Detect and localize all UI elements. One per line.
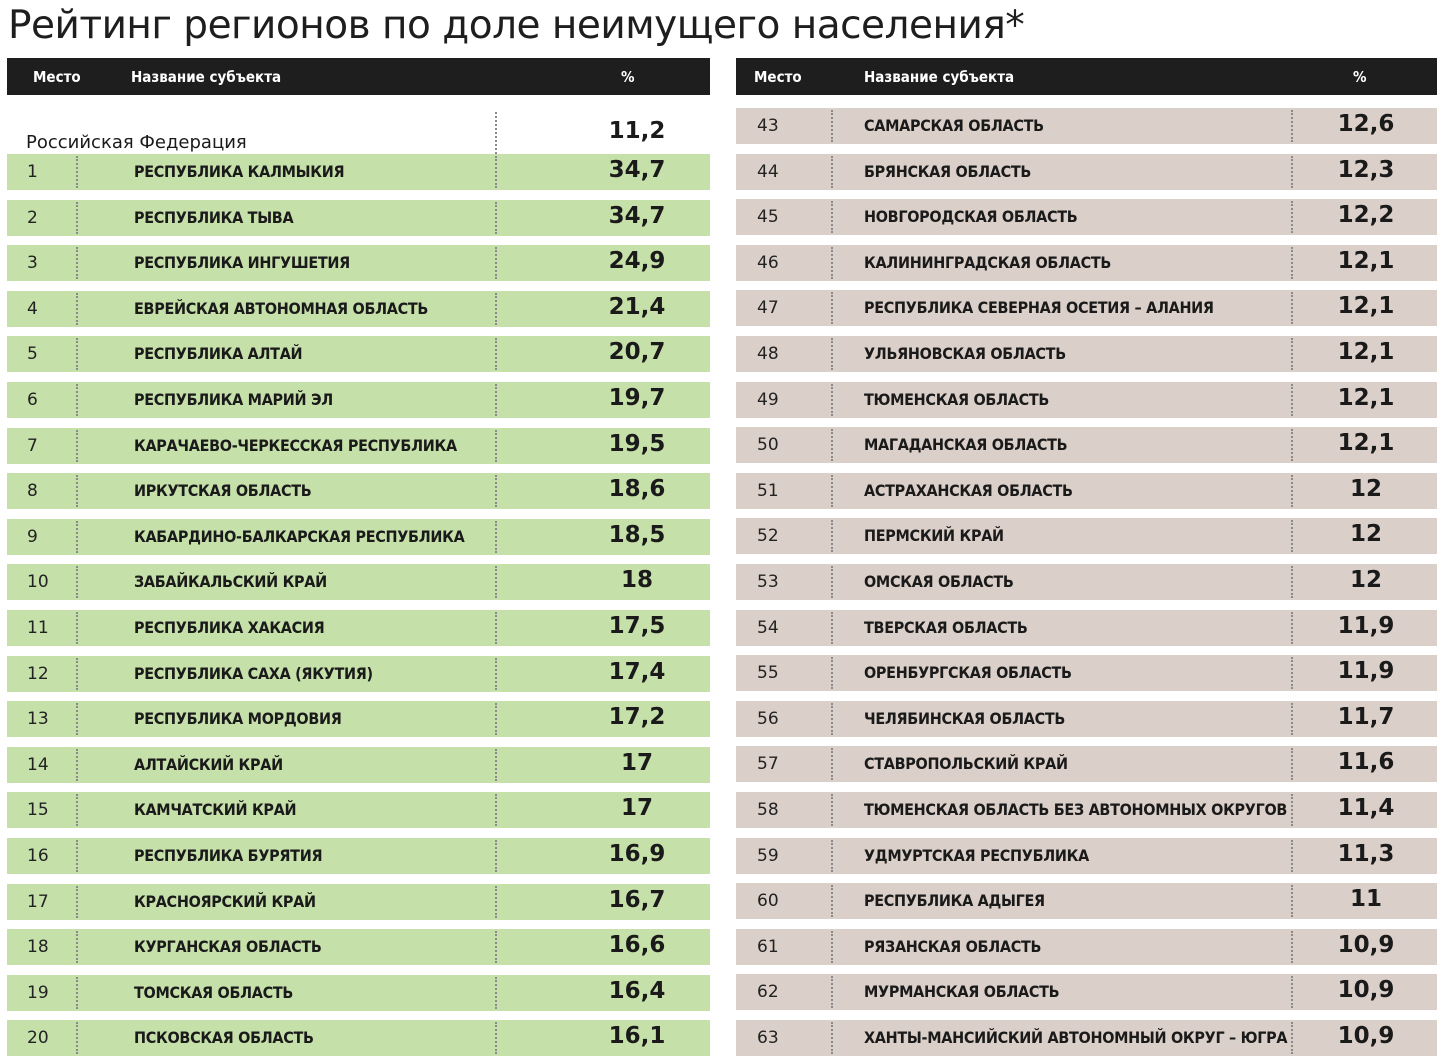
dotted-separator: [1291, 976, 1293, 1008]
header-name: Название субъекта: [131, 68, 282, 86]
percent-value: 17: [620, 795, 653, 822]
rank-cell: 61: [757, 936, 779, 957]
percent-value: 11,9: [1337, 658, 1395, 685]
percent-value: 11,3: [1337, 840, 1395, 867]
dotted-separator: [831, 292, 833, 324]
dotted-separator: [495, 521, 497, 553]
table-row: [736, 746, 1437, 782]
region-name: ЧЕЛЯБИНСКАЯ ОБЛАСТЬ: [864, 708, 1066, 728]
header-rank: Место: [754, 68, 802, 86]
table-row: [736, 427, 1437, 463]
table-row: [7, 929, 710, 965]
region-name: ТЮМЕНСКАЯ ОБЛАСТЬ: [864, 389, 1050, 409]
region-name: ОРЕНБУРГСКАЯ ОБЛАСТЬ: [864, 663, 1072, 683]
dotted-separator: [495, 112, 497, 154]
region-name: САМАРСКАЯ ОБЛАСТЬ: [864, 116, 1044, 135]
dotted-separator: [831, 247, 833, 279]
rank-cell: 55: [757, 663, 779, 684]
percent-value: 11,6: [1337, 749, 1395, 776]
dotted-separator: [495, 338, 497, 370]
rank-cell: 49: [757, 389, 779, 410]
federation-value: 11,2: [608, 118, 666, 144]
percent-value: 12,2: [1337, 202, 1395, 229]
table-row: [7, 154, 710, 190]
region-name: СТАВРОПОЛЬСКИЙ КРАЙ: [864, 754, 1068, 774]
dotted-separator: [1291, 156, 1293, 188]
percent-value: 11,7: [1337, 703, 1395, 730]
table-row: [7, 519, 710, 555]
rank-cell: 62: [757, 982, 779, 1003]
dotted-separator: [495, 566, 497, 598]
rank-cell: 15: [27, 800, 49, 821]
dotted-separator: [831, 475, 833, 507]
percent-value: 19,5: [608, 430, 666, 457]
table-row: [736, 473, 1437, 509]
rank-cell: 1: [27, 162, 38, 182]
table-row: [7, 200, 710, 236]
rank-cell: 63: [757, 1028, 779, 1048]
rank-cell: 53: [757, 572, 779, 592]
region-name: ХАНТЫ-МАНСИЙСКИЙ АВТОНОМНЫЙ ОКРУГ – ЮГРА: [864, 1028, 1288, 1047]
dotted-separator: [495, 156, 497, 188]
dotted-separator: [76, 156, 78, 188]
region-name: ЗАБАЙКАЛЬСКИЙ КРАЙ: [134, 572, 327, 592]
percent-value: 16,9: [608, 841, 666, 867]
rank-cell: 46: [757, 252, 779, 273]
rank-cell: 19: [27, 982, 49, 1003]
region-name: УЛЬЯНОВСКАЯ ОБЛАСТЬ: [864, 344, 1066, 363]
dotted-separator: [1291, 384, 1293, 416]
table-row: [736, 382, 1437, 418]
dotted-separator: [1291, 429, 1293, 461]
dotted-separator: [495, 1022, 497, 1054]
rank-cell: 52: [757, 526, 779, 547]
table-row: [7, 245, 710, 281]
rank-cell: 43: [757, 116, 779, 136]
dotted-separator: [831, 566, 833, 598]
region-name: РЕСПУБЛИКА АДЫГЕЯ: [864, 891, 1045, 911]
header-rank: Место: [33, 68, 81, 86]
federation-row: [7, 104, 710, 154]
rank-cell: 3: [27, 253, 38, 274]
dotted-separator: [495, 293, 497, 325]
region-name: ТОМСКАЯ ОБЛАСТЬ: [134, 982, 294, 1002]
table-row: [7, 428, 710, 464]
dotted-separator: [495, 430, 497, 462]
rank-cell: 9: [27, 526, 38, 547]
rank-cell: 58: [757, 800, 779, 820]
region-name: КАРАЧАЕВО-ЧЕРКЕССКАЯ РЕСПУБЛИКА: [134, 435, 457, 455]
region-name: АСТРАХАНСКАЯ ОБЛАСТЬ: [864, 480, 1073, 500]
percent-value: 12,1: [1337, 384, 1395, 411]
dotted-separator: [495, 977, 497, 1009]
rank-cell: 7: [27, 435, 38, 456]
percent-value: 17,5: [608, 613, 666, 639]
dotted-separator: [76, 977, 78, 1009]
region-name: КАБАРДИНО-БАЛКАРСКАЯ РЕСПУБЛИКА: [134, 526, 465, 546]
region-name: КАМЧАТСКИЙ КРАЙ: [134, 800, 297, 820]
dotted-separator: [1291, 292, 1293, 324]
percent-value: 11,4: [1337, 795, 1395, 821]
dotted-separator: [831, 429, 833, 461]
dotted-separator: [76, 384, 78, 416]
percent-value: 17,2: [608, 704, 666, 731]
dotted-separator: [76, 475, 78, 507]
rank-cell: 12: [27, 663, 49, 684]
dotted-separator: [831, 612, 833, 644]
table-row: [7, 564, 710, 600]
dotted-separator: [831, 1022, 833, 1054]
dotted-separator: [76, 202, 78, 234]
table-row: [736, 974, 1437, 1010]
rank-cell: 11: [27, 618, 49, 638]
percent-value: 12,1: [1337, 430, 1395, 457]
table-row: [736, 199, 1437, 235]
region-name: УДМУРТСКАЯ РЕСПУБЛИКА: [864, 845, 1089, 865]
table-row: [7, 884, 710, 920]
dotted-separator: [76, 566, 78, 598]
dotted-separator: [76, 247, 78, 279]
region-name: МУРМАНСКАЯ ОБЛАСТЬ: [864, 982, 1060, 1002]
rank-cell: 20: [27, 1028, 49, 1049]
percent-value: 12: [1349, 567, 1382, 593]
region-name: ИРКУТСКАЯ ОБЛАСТЬ: [134, 481, 312, 501]
dotted-separator: [1291, 794, 1293, 826]
dotted-separator: [495, 749, 497, 781]
dotted-separator: [76, 840, 78, 872]
table-row: [736, 701, 1437, 737]
dotted-separator: [831, 110, 833, 142]
region-name: РЕСПУБЛИКА ХАКАСИЯ: [134, 618, 325, 637]
table-row: [736, 108, 1437, 144]
region-name: РЕСПУБЛИКА МАРИЙ ЭЛ: [134, 390, 333, 409]
dotted-separator: [831, 520, 833, 552]
region-name: КУРГАНСКАЯ ОБЛАСТЬ: [134, 937, 322, 957]
table-row: [7, 747, 710, 783]
region-name: РЕСПУБЛИКА ТЫВА: [134, 207, 294, 227]
dotted-separator: [1291, 931, 1293, 963]
percent-value: 12: [1349, 521, 1382, 548]
dotted-separator: [76, 886, 78, 918]
region-name: НОВГОРОДСКАЯ ОБЛАСТЬ: [864, 207, 1078, 227]
rank-cell: 17: [27, 891, 49, 912]
dotted-separator: [76, 430, 78, 462]
region-name: ПЕРМСКИЙ КРАЙ: [864, 526, 1004, 546]
region-name: ПСКОВСКАЯ ОБЛАСТЬ: [134, 1028, 314, 1048]
header-percent: %: [1353, 68, 1367, 86]
percent-value: 18,6: [608, 476, 666, 503]
rank-cell: 45: [757, 207, 779, 228]
rank-cell: 13: [27, 709, 49, 730]
dotted-separator: [831, 703, 833, 735]
percent-value: 16,6: [608, 932, 666, 959]
dotted-separator: [1291, 338, 1293, 370]
dotted-separator: [1291, 703, 1293, 735]
region-name: РЕСПУБЛИКА КАЛМЫКИЯ: [134, 162, 345, 181]
dotted-separator: [1291, 840, 1293, 872]
rank-cell: 57: [757, 754, 779, 775]
percent-value: 12,6: [1337, 111, 1395, 137]
rank-cell: 56: [757, 708, 779, 729]
table-row: [7, 701, 710, 737]
dotted-separator: [495, 475, 497, 507]
rank-cell: 10: [27, 572, 49, 593]
table-row: [7, 838, 710, 874]
region-name: КАЛИНИНГРАДСКАЯ ОБЛАСТЬ: [864, 252, 1112, 272]
table-row: [736, 610, 1437, 646]
region-name: БРЯНСКАЯ ОБЛАСТЬ: [864, 161, 1032, 181]
percent-value: 17,4: [608, 658, 666, 685]
percent-value: 19,7: [608, 385, 666, 411]
page-title: Рейтинг регионов по доле неимущего населения*: [8, 3, 1025, 48]
dotted-separator: [831, 201, 833, 233]
percent-value: 34,7: [608, 202, 666, 229]
region-name: ТЮМЕНСКАЯ ОБЛАСТЬ БЕЗ АВТОНОМНЫХ ОКРУГОВ: [864, 800, 1288, 819]
table-row: [7, 975, 710, 1011]
table-row: [7, 336, 710, 372]
table-header: [7, 58, 710, 95]
percent-value: 11: [1349, 886, 1382, 913]
dotted-separator: [76, 749, 78, 781]
region-name: ОМСКАЯ ОБЛАСТЬ: [864, 572, 1014, 591]
rank-cell: 5: [27, 344, 38, 365]
table-row: [7, 291, 710, 327]
table-row: [736, 290, 1437, 326]
region-name: РЕСПУБЛИКА БУРЯТИЯ: [134, 846, 323, 865]
table-row: [736, 655, 1437, 691]
region-name: РЕСПУБЛИКА МОРДОВИЯ: [134, 709, 342, 729]
dotted-separator: [1291, 201, 1293, 233]
dotted-separator: [495, 384, 497, 416]
header-name: Название субъекта: [864, 68, 1015, 86]
dotted-separator: [495, 840, 497, 872]
region-name: ТВЕРСКАЯ ОБЛАСТЬ: [864, 617, 1028, 637]
region-name: РЯЗАНСКАЯ ОБЛАСТЬ: [864, 936, 1042, 956]
percent-value: 20,7: [608, 339, 666, 366]
dotted-separator: [76, 703, 78, 735]
dotted-separator: [1291, 657, 1293, 689]
rank-cell: 6: [27, 390, 38, 410]
percent-value: 17: [620, 749, 653, 776]
table-header: [736, 58, 1437, 95]
percent-value: 11,9: [1337, 612, 1395, 639]
table-row: [7, 473, 710, 509]
dotted-separator: [1291, 566, 1293, 598]
dotted-separator: [831, 384, 833, 416]
percent-value: 16,4: [608, 977, 666, 1004]
dotted-separator: [76, 293, 78, 325]
rank-cell: 50: [757, 435, 779, 456]
dotted-separator: [76, 1022, 78, 1054]
rank-cell: 44: [757, 161, 779, 182]
dotted-separator: [831, 338, 833, 370]
dotted-separator: [495, 886, 497, 918]
dotted-separator: [1291, 110, 1293, 142]
table-row: [736, 883, 1437, 919]
region-name: ЕВРЕЙСКАЯ АВТОНОМНАЯ ОБЛАСТЬ: [134, 298, 429, 318]
percent-value: 16,7: [608, 886, 666, 913]
rank-cell: 51: [757, 480, 779, 501]
percent-value: 21,4: [608, 293, 666, 320]
region-name: КРАСНОЯРСКИЙ КРАЙ: [134, 891, 316, 911]
dotted-separator: [1291, 1022, 1293, 1054]
rank-cell: 60: [757, 891, 779, 912]
rank-cell: 4: [27, 298, 38, 319]
percent-value: 18,5: [608, 521, 666, 548]
percent-value: 34,7: [608, 157, 666, 183]
dotted-separator: [831, 931, 833, 963]
dotted-separator: [76, 794, 78, 826]
table-row: [7, 382, 710, 418]
dotted-separator: [831, 840, 833, 872]
table-row: [7, 792, 710, 828]
rank-cell: 18: [27, 937, 49, 958]
dotted-separator: [1291, 475, 1293, 507]
table-row: [736, 838, 1437, 874]
region-name: РЕСПУБЛИКА СЕВЕРНАЯ ОСЕТИЯ – АЛАНИЯ: [864, 298, 1214, 318]
dotted-separator: [831, 748, 833, 780]
percent-value: 12: [1349, 475, 1382, 502]
dotted-separator: [1291, 885, 1293, 917]
region-name: РЕСПУБЛИКА САХА (ЯКУТИЯ): [134, 663, 373, 683]
dotted-separator: [495, 202, 497, 234]
rank-cell: 48: [757, 344, 779, 364]
table-row: [736, 929, 1437, 965]
dotted-separator: [76, 931, 78, 963]
dotted-separator: [831, 976, 833, 1008]
percent-value: 24,9: [608, 248, 666, 275]
dotted-separator: [495, 612, 497, 644]
table-row: [736, 518, 1437, 554]
percent-value: 10,9: [1337, 1023, 1395, 1049]
dotted-separator: [831, 156, 833, 188]
region-name: АЛТАЙСКИЙ КРАЙ: [134, 754, 283, 774]
table-row: [736, 336, 1437, 372]
dotted-separator: [495, 794, 497, 826]
dotted-separator: [495, 931, 497, 963]
dotted-separator: [1291, 612, 1293, 644]
table-row: [736, 154, 1437, 190]
header-percent: %: [621, 68, 635, 86]
percent-value: 16,1: [608, 1023, 666, 1050]
rank-cell: 14: [27, 754, 49, 775]
region-name: МАГАДАНСКАЯ ОБЛАСТЬ: [864, 435, 1068, 455]
percent-value: 18: [620, 567, 653, 594]
dotted-separator: [76, 521, 78, 553]
percent-value: 12,1: [1337, 339, 1395, 365]
dotted-separator: [1291, 247, 1293, 279]
table-row: [7, 1020, 710, 1056]
dotted-separator: [1291, 520, 1293, 552]
rank-cell: 2: [27, 207, 38, 228]
dotted-separator: [76, 612, 78, 644]
rank-cell: 47: [757, 298, 779, 319]
percent-value: 12,1: [1337, 293, 1395, 320]
rank-cell: 8: [27, 481, 38, 502]
table-row: [7, 610, 710, 646]
federation-name: Российская Федерация: [26, 132, 247, 153]
percent-value: 12,3: [1337, 156, 1395, 183]
rank-cell: 54: [757, 617, 779, 638]
rank-cell: 16: [27, 846, 49, 866]
region-name: РЕСПУБЛИКА ИНГУШЕТИЯ: [134, 253, 350, 273]
dotted-separator: [76, 338, 78, 370]
region-name: РЕСПУБЛИКА АЛТАЙ: [134, 344, 303, 364]
dotted-separator: [495, 703, 497, 735]
percent-value: 12,1: [1337, 247, 1395, 274]
dotted-separator: [495, 658, 497, 690]
table-row: [7, 656, 710, 692]
dotted-separator: [76, 658, 78, 690]
table-row: [736, 564, 1437, 600]
table-row: [736, 245, 1437, 281]
percent-value: 10,9: [1337, 931, 1395, 958]
table-row: [736, 792, 1437, 828]
rank-cell: 59: [757, 845, 779, 866]
dotted-separator: [831, 885, 833, 917]
dotted-separator: [831, 657, 833, 689]
dotted-separator: [495, 247, 497, 279]
dotted-separator: [1291, 748, 1293, 780]
dotted-separator: [831, 794, 833, 826]
percent-value: 10,9: [1337, 977, 1395, 1004]
table-row: [736, 1020, 1437, 1056]
